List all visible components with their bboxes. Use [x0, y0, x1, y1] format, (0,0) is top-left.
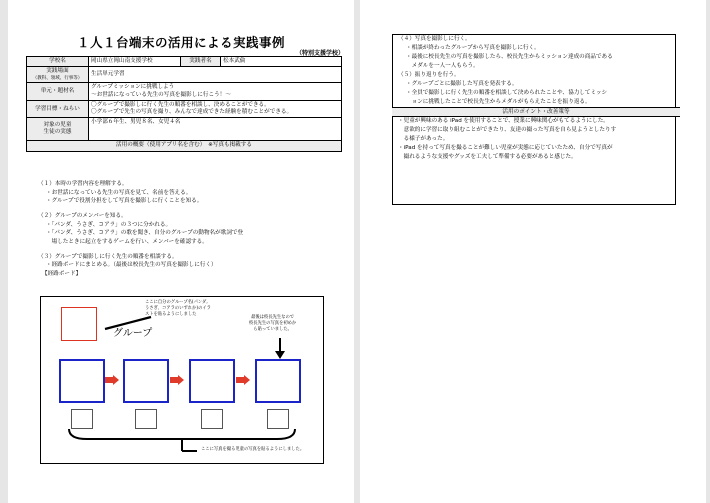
page-title: １人１台端末の活用による実践事例 [76, 35, 285, 50]
point-head: 活用のポイント・改善策等 [392, 107, 680, 118]
group-illustration-slot [61, 307, 97, 341]
step-4-item: ・相談が終わったグループから写真を撮影しに行く。 [406, 44, 540, 51]
target-label-line1: 対象の児童 [43, 122, 72, 129]
down-arrow-icon [275, 338, 285, 360]
point-item: ・iPad を持って写真を撮ることが難しい児童が実態に応じていたため、自分で写真が [398, 145, 613, 152]
step-4-item: ・最後に校長先生の写真を撮影したら、校長先生からミッション達成の商品である [406, 53, 613, 60]
point-item: ・児童が興味のある iPad を使用することで、授業に興味関心がもてるようにした。 [398, 118, 609, 125]
board-label: 【経路ボード】 [42, 270, 82, 277]
note-top-line: うさぎ、コアラのいずれか)のイラ [145, 306, 211, 312]
red-arrow-icon [170, 375, 184, 385]
group-text: グループ [113, 328, 153, 339]
author-value: 松本武倫 [221, 57, 342, 67]
student-photo-slot [71, 409, 93, 429]
goal-item: 〇グループで先生の写真を撮り、みんなで達成できた経験を積むことができる。 [91, 109, 293, 116]
goal-item: 〇グループで撮影しに行く先生の順番を相談し、決めることができる。 [91, 101, 270, 108]
student-photo-slot [267, 409, 289, 429]
note-top-line: ストを貼るようにしました [145, 312, 197, 318]
target-label-line2: 生徒の実態 [43, 129, 72, 136]
page-left [8, 0, 354, 503]
photo-slot-2 [123, 359, 169, 403]
school-label: 学校名 [27, 57, 89, 67]
point-item: る様子があった。 [398, 136, 449, 143]
note-top-line: ここに自分のグループ名(パンダ, [145, 300, 208, 305]
route-board [40, 296, 324, 464]
scene-label-sub: （教科、領域、行事等） [32, 75, 83, 81]
note-right-line: 校長先生の写真を初めか [249, 321, 297, 327]
step-1-item: ・グループで役割分担をして写真を撮影しに行くことを知る。 [46, 198, 203, 205]
step-4-head: （４）写真を撮影しに行く。 [398, 36, 471, 42]
step-5-item: ョンに挑戦したことで校長先生からメダルがもらえたことを振り返る。 [406, 98, 591, 105]
photo-slot-principal [255, 359, 301, 403]
red-arrow-icon [105, 375, 119, 385]
target-label [27, 118, 89, 141]
note-right-line: ら貼っていました。 [253, 327, 292, 333]
page-subtitle: （特別支援学校） [295, 50, 344, 57]
photo-slot-3 [189, 359, 235, 403]
point-item: 撮れるような支援やグッズを工夫して準備する必要があると感じた。 [398, 154, 577, 161]
goal-label: 学習目標・ねらい [27, 100, 89, 118]
school-value: 岡山県立岡山南支援学校 [89, 57, 181, 67]
unit-label: 単元・題材名 [27, 83, 89, 101]
unit-value [89, 83, 342, 101]
step-2-item: ・「パンダ、うさぎ、コアラ」の３つに分かれる。 [46, 221, 172, 228]
note-bottom: ここに写真を撮る児童の写真を貼るようにしました。 [201, 447, 305, 452]
scene-value: 生活単元学習 [89, 67, 342, 83]
unit-value-line1: グループミッションに挑戦しよう [91, 84, 175, 91]
point-item: 意欲的に学習に取り組むことができたり、友達の撮った写真を自ら見ようとしたりす [398, 127, 617, 134]
step-2-item: ・「パンダ、うさぎ、コアラ」の歌を聞き、自分のグループの動物名が歌詞で登 [46, 230, 244, 237]
goal-value [89, 100, 342, 118]
scene-label-text: 実践場面 [46, 68, 69, 75]
steps-content [38, 180, 338, 279]
student-photo-slot [201, 409, 223, 429]
unit-value-line2: ～お世話になっている先生の写真を撮影しに行こう！～ [91, 91, 231, 98]
step-5-item: ・全員で撮影しに行く先生の順番を相談して決められたことや、協力してミッシ [406, 89, 608, 96]
note-right [249, 315, 296, 333]
step-5-head: （５）振り返りを行う。 [398, 71, 460, 78]
right-content [398, 35, 674, 162]
step-1-item: ・お世話になっている先生の写真を見て、名前を答える。 [46, 189, 192, 196]
scene-label [27, 67, 89, 83]
section-head: 活用の概要（使用アプリ名を含む） ※写真も掲載する [27, 141, 342, 151]
step-5-item: ・グループごとに撮影した写真を発表する。 [406, 80, 518, 87]
author-label: 実践者名 [181, 57, 221, 67]
step-1-head: （１）本時の学習内容を理解する。 [38, 181, 128, 187]
step-3-head: （３）グループで撮影しに行く先生の順番を相談する。 [38, 253, 178, 260]
note-top [145, 300, 211, 318]
step-3-item: ・経路ボードにまとめる。（最後は校長先生の写真を撮影しに行く） [46, 262, 217, 269]
student-photo-slot [135, 409, 157, 429]
step-4-item: メダルを一人一人もらう。 [406, 62, 479, 69]
note-right-line: 最後は校長先生なので [251, 315, 295, 320]
step-2-head: （２）グループのメンバーを知る。 [38, 212, 127, 219]
step-2-item: 場したときに起立をするゲームを行い、メンバーを確認する。 [46, 238, 208, 245]
photo-slot-1 [59, 359, 105, 403]
info-table [26, 56, 342, 152]
target-value: 小学部６年生、男児８名、女児４名 [89, 118, 342, 141]
red-arrow-icon [236, 375, 250, 385]
